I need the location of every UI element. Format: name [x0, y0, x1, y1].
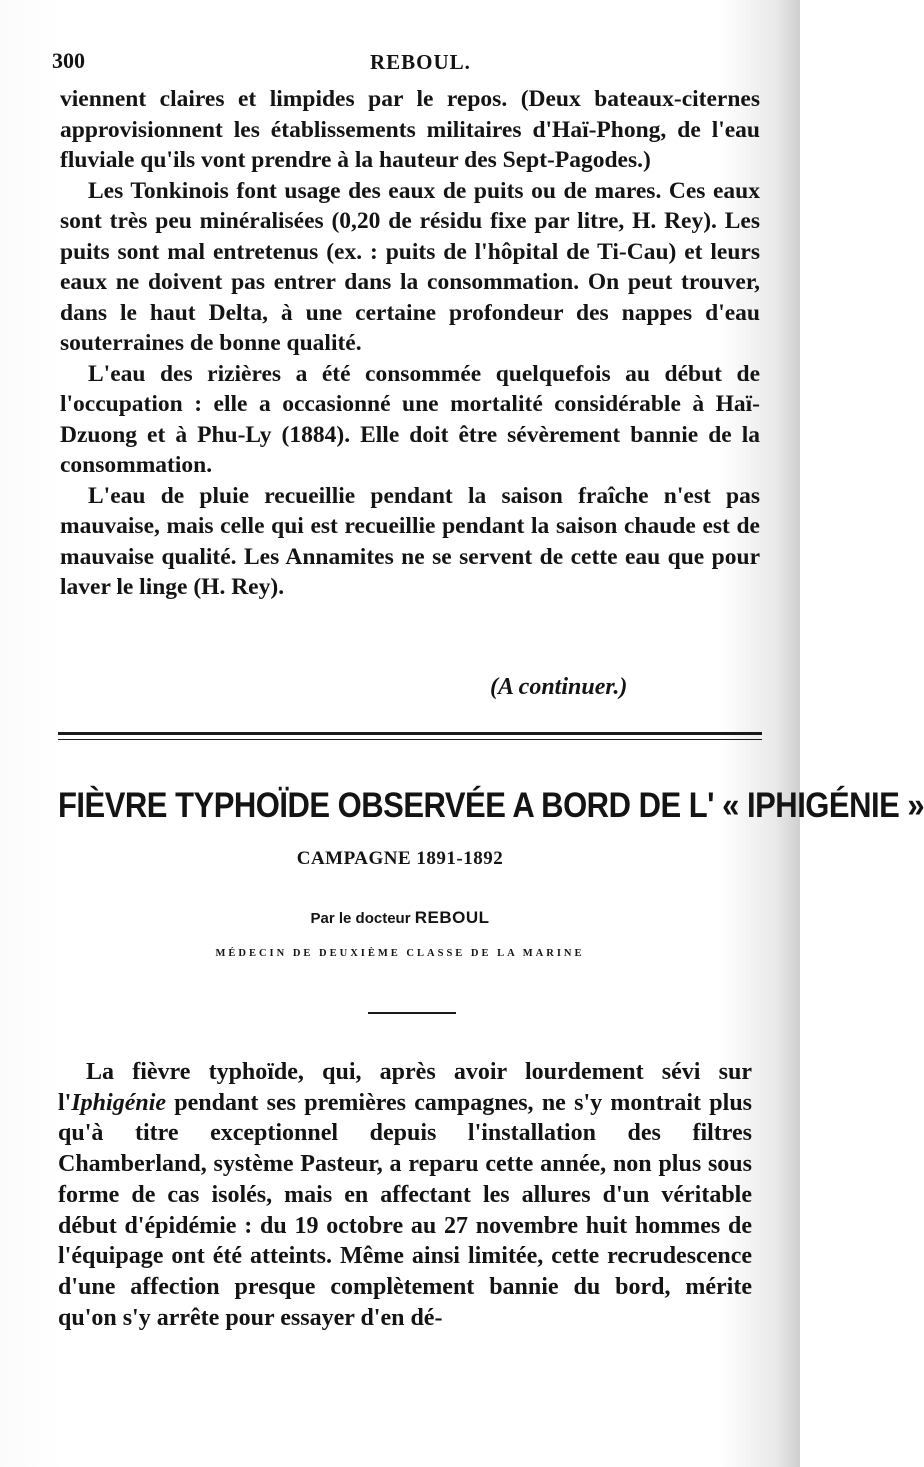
paragraph: Les Tonkinois font usage des eaux de puits ou de mares. Ces eaux sont très peu minéralisées (0,20 de résidu fixe par litre, H. Rey). Les puits sont mal entretenus (ex. : puits de l'hôpital de Ti-Cau) et leurs eaux ne doivent pas entrer dans la consommation. On peut trouver, dans le haut Delta, à une certaine profondeur des nappes d'eau souterraines de bonne qualité. — [60, 177, 760, 356]
page-header — [52, 42, 752, 74]
text-run: La fièvre typhoïde, qui, après avoir lourdement sévi sur l' — [58, 1059, 752, 1116]
paragraph: L'eau des rizières a été consommée quelquefois au début de l'occupation : elle a occasionné une mortalité considérable à Haï-Dzuong et à Phu-Ly (1884). Elle doit être sévèrement bannie de la consommation. — [60, 360, 760, 478]
section-divider — [58, 732, 762, 735]
previous-article-text — [60, 84, 760, 603]
paragraph: L'eau de pluie recueillie pendant la saison fraîche n'est pas mauvaise, mais celle qui est recueillie pendant la saison chaude est de mauvaise qualité. Les Annamites ne se servent de cette eau que pour laver le linge (H. Rey). — [60, 482, 760, 600]
author-name: REBOUL — [414, 908, 490, 927]
paragraph — [58, 1057, 752, 1333]
article-body — [58, 1057, 752, 1333]
page-number: 300 — [52, 48, 85, 73]
continuation-note: (A continuer.) — [490, 674, 628, 700]
paragraph: viennent claires et limpides par le repos. (Deux bateaux-citernes approvisionnent les établissements militaires d'Haï-Phong, de l'eau fluviale qu'ils vont prendre à la hauteur des Sept-Pagodes.) — [60, 86, 760, 173]
ship-name: Iphigénie — [71, 1089, 167, 1116]
text-run: pendant ses premières campagnes, ne s'y montrait plus qu'à titre exceptionnel depuis l'installation des filtres Chamberland, système Pasteur, a reparu cette année, non plus sous forme de cas isolés, mais en affectant les allures d'un véritable début d'épidémie : du 19 octobre au 27 novembre huit hommes de l'équipage ont été atteints. Même ainsi limitée, cette recrudescence d'une affection presque complètement bannie du bord, mérite qu'on s'y arrête pour essayer d'en dé- — [58, 1089, 752, 1331]
short-divider — [368, 1012, 456, 1014]
running-head: REBOUL. — [370, 50, 471, 74]
article-title: FIÈVRE TYPHOÏDE OBSERVÉE A BORD DE L' « IPHIGÉNIE » — [58, 785, 924, 826]
author-byline — [0, 908, 800, 928]
author-rank: MÉDECIN DE DEUXIÈME CLASSE DE LA MARINE — [215, 948, 585, 959]
article-subtitle: CAMPAGNE 1891-1892 — [296, 848, 504, 869]
byline-prefix: Par le docteur — [310, 910, 411, 927]
section-divider-thin — [58, 739, 762, 740]
